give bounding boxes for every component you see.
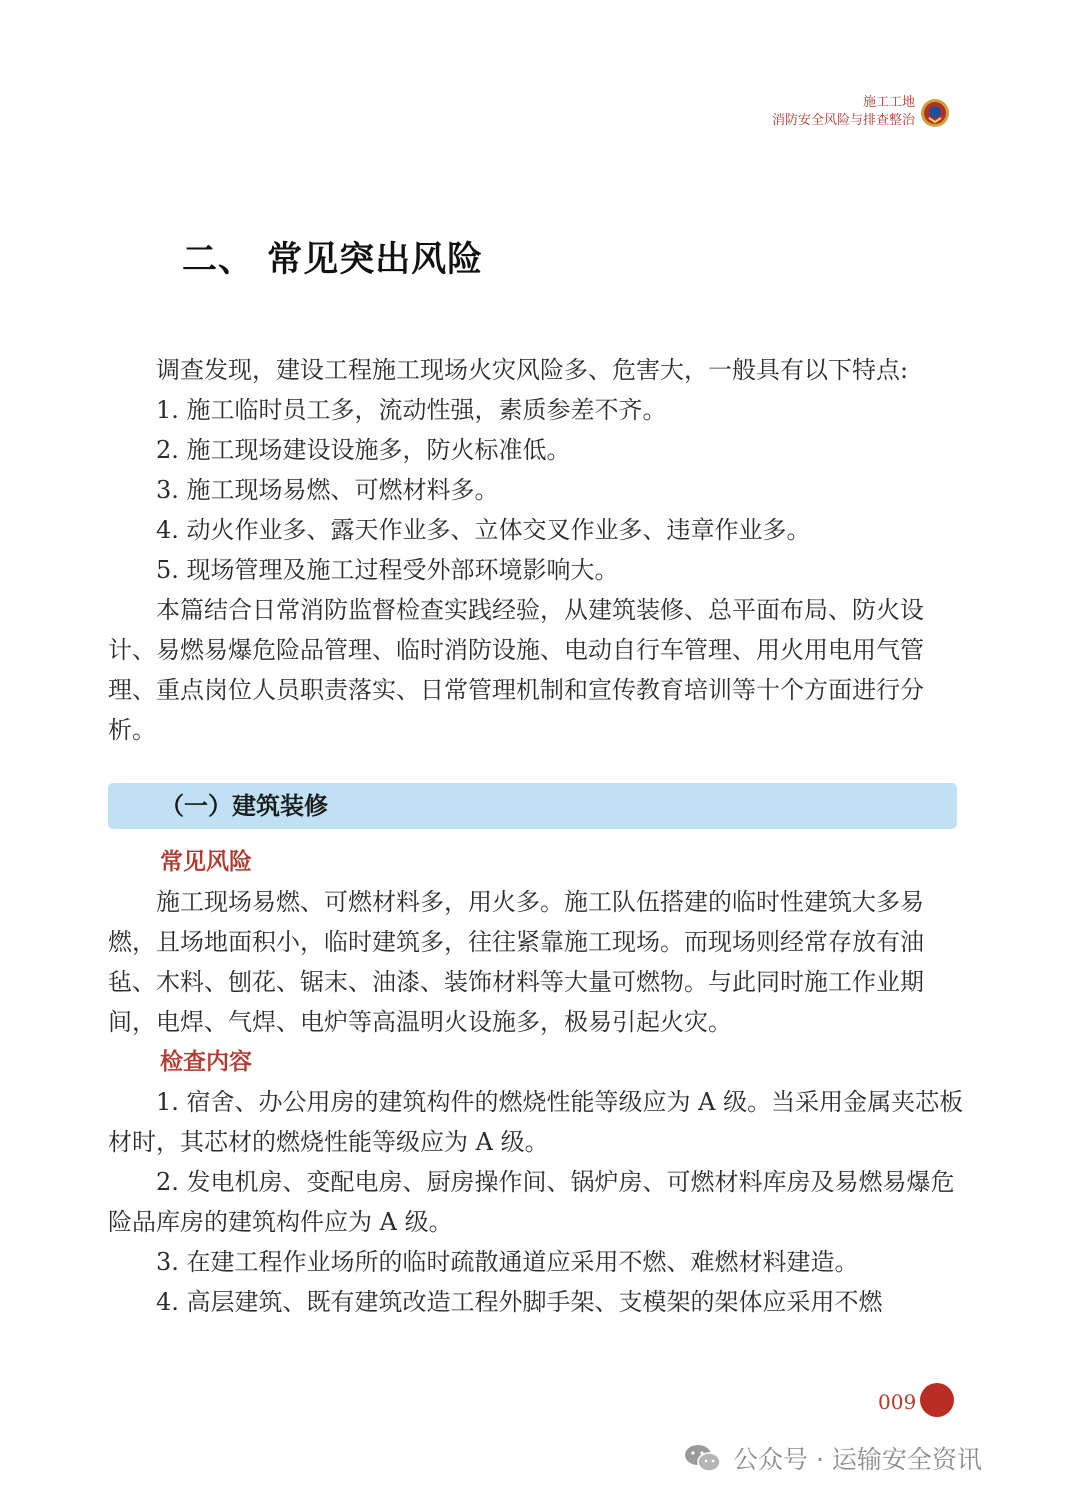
page-number-dot <box>920 1383 954 1417</box>
subsection-title: （一）建筑装修 <box>160 792 328 820</box>
page-number: 009 <box>878 1390 917 1414</box>
section-title: 二、 常见突出风险 <box>182 240 484 280</box>
check-heading: 检查内容 <box>160 1049 252 1075</box>
header-line-2: 消防安全风险与排查整治 <box>771 113 915 128</box>
header-line-1: 施工工地 <box>862 95 915 110</box>
running-header <box>772 94 915 130</box>
subsection-body <box>108 842 968 1322</box>
feature-item: 1. 施工临时员工多，流动性强，素质参差不齐。 <box>156 396 667 424</box>
check-item: 1. 宿舍、办公用房的建筑构件的燃烧性能等级应为 A 级。当采用金属夹芯板材时，其芯材的燃烧性能等级应为 A 级。 <box>108 1088 964 1156</box>
feature-item: 5. 现场管理及施工过程受外部环境影响大。 <box>156 556 619 584</box>
feature-item: 2. 施工现场建设设施多，防火标准低。 <box>156 436 571 464</box>
watermark <box>683 1438 982 1478</box>
check-item: 4. 高层建筑、既有建筑改造工程外脚手架、支模架的架体应采用不燃 <box>156 1288 883 1316</box>
wechat-icon <box>683 1443 723 1473</box>
intro-paragraph: 调查发现，建设工程施工现场火灾风险多、危害大，一般具有以下特点: <box>156 356 909 384</box>
intro-block <box>108 350 968 750</box>
check-item: 2. 发电机房、变配电房、厨房操作间、锅炉房、可燃材料库房及易燃易爆危险品库房的建筑构件应为 A 级。 <box>108 1168 955 1236</box>
risk-paragraph: 施工现场易燃、可燃材料多，用火多。施工队伍搭建的临时性建筑大多易燃，且场地面积小，临时建筑多，往往紧靠施工现场。而现场则经常存放有油毡、木料、刨花、锯末、油漆、装饰材料等大量可燃物。与此同时施工作业期间，电焊、气焊、电炉等高温明火设施多，极易引起火灾。 <box>108 888 924 1036</box>
fire-rescue-emblem-icon <box>920 98 950 128</box>
check-item: 3. 在建工程作业场所的临时疏散通道应采用不燃、难燃材料建造。 <box>156 1248 859 1276</box>
summary-paragraph: 本篇结合日常消防监督检查实践经验，从建筑装修、总平面布局、防火设计、易燃易爆危险品管理、临时消防设施、电动自行车管理、用火用电用气管理、重点岗位人员职责落实、日常管理机制和宣传教育培训等十个方面进行分析。 <box>108 596 924 744</box>
feature-item: 3. 施工现场易燃、可燃材料多。 <box>156 476 499 504</box>
watermark-text: 公众号 · 运输安全资讯 <box>733 1445 982 1474</box>
feature-item: 4. 动火作业多、露天作业多、立体交叉作业多、违章作业多。 <box>156 516 811 544</box>
risk-heading: 常见风险 <box>160 849 252 875</box>
